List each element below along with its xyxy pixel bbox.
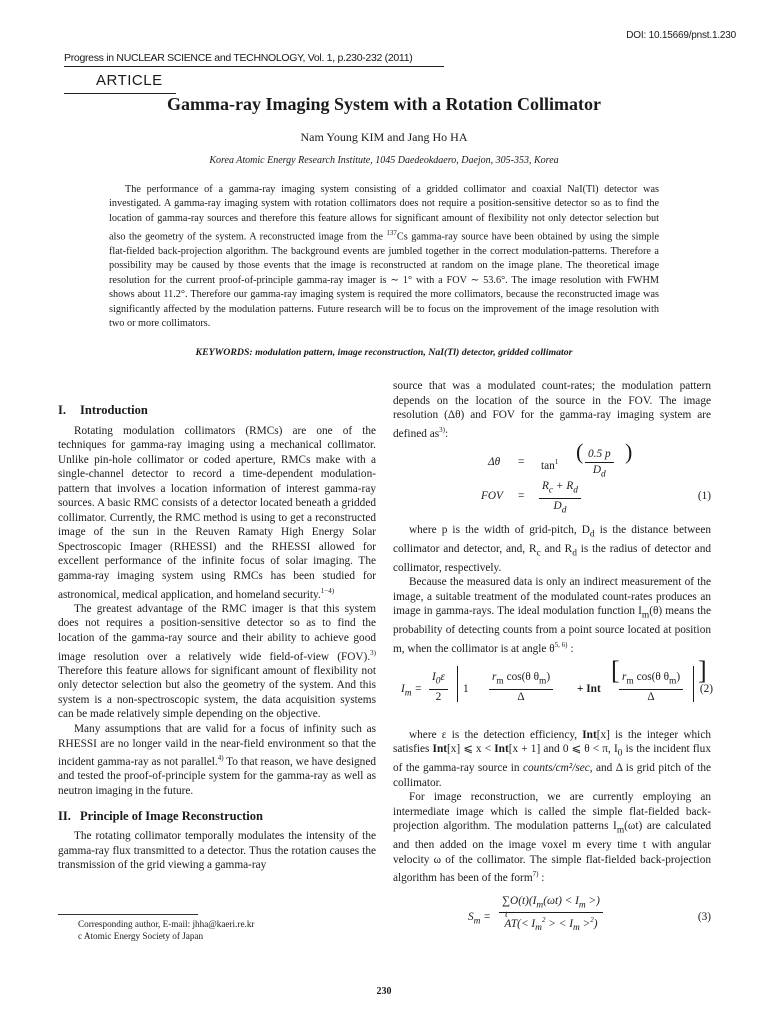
subscript: d — [589, 529, 595, 540]
section-heading-principle — [58, 809, 376, 824]
paper-title: Gamma-ray Imaging System with a Rotation Collimator — [167, 94, 601, 114]
eq2-r: r — [492, 670, 497, 683]
eq3-d-b: > < I — [545, 918, 573, 931]
eq2-r-sub: m — [496, 676, 504, 687]
eq3-d-sup: 2 — [541, 916, 546, 925]
paragraph-text: where p is the width of grid-pitch, D — [409, 523, 590, 536]
eq1-paren: ( — [576, 438, 584, 464]
eq2-bar-left — [457, 666, 458, 702]
eq1-fraction-2 — [539, 479, 581, 518]
eq2-i-sub: 0 — [435, 676, 441, 687]
eq3-denominator — [499, 913, 603, 936]
eq2-theta-sub: m — [539, 676, 547, 687]
section-title: Principle of Image Reconstruction — [80, 808, 263, 823]
eq2-one: 1 — [463, 682, 469, 695]
paragraph-text: source that was a modulated count-rates; the modulation pattern depends on the location of the source in the FOV. The image resolution (Δθ) and FOV for the gamma-ray imaging system are defined as — [393, 380, 711, 440]
eq1-numerator-2 — [539, 479, 581, 499]
eq1-equals-2: = — [518, 489, 525, 502]
eq3-n-sub: m — [536, 899, 544, 910]
section-number: I. — [58, 403, 66, 417]
paper-affiliation: Korea Atomic Energy Research Institute, 1045 Daedeokdaero, Daejon, 305-353, Korea — [209, 155, 559, 166]
section-number: II. — [58, 808, 71, 823]
paragraph-text: is the incident flux of the gamma-ray source in — [393, 743, 711, 775]
paragraph-text: Therefore this feature allows for significant amount of flexibility not only detector selection but also the geometry of the system. And this system is a non-spectroscopic system, the data acquisition systems can be made relatively simple depending on the objective. — [58, 664, 376, 721]
footnote-author: Corresponding author, E-mail: jhha@kaeri.re.kr — [78, 919, 255, 929]
journal-citation: Progress in NUCLEAR SCIENCE and TECHNOLOGY, Vol. 1, p.230-232 (2011) — [64, 52, 413, 64]
equation-1 — [393, 438, 711, 517]
keywords: KEYWORDS: modulation pattern, image reconstruction, NaI(Tl) detector, gridded collimator — [195, 347, 573, 358]
eq2-eps: ε — [440, 670, 445, 683]
eq2-prefactor-num — [429, 670, 448, 690]
eq2-fraction-1 — [489, 670, 553, 704]
eq1-den-sub: d — [601, 468, 606, 479]
eq2-lhs: $I_m$ = — [401, 682, 423, 699]
eq2-lhs-sub: m — [404, 688, 412, 699]
eq2-r2-sub: m — [626, 676, 634, 687]
paragraph-text: Because the measured data is only an indirect measurement of the image, a suitable treatment of the modulated count-rates produces an image in gamma-rays. The ideal modulation function I — [393, 576, 711, 618]
eq1-n2-b: + R — [553, 479, 574, 492]
paragraph — [58, 722, 376, 799]
eq2-prefactor-den: 2 — [435, 690, 442, 703]
citation: 3) — [439, 425, 445, 434]
abstract — [109, 183, 659, 331]
eq1-den-var: D — [592, 463, 602, 476]
paragraph — [58, 424, 376, 602]
eq3-s: S — [468, 910, 474, 923]
eq3-numerator — [499, 894, 603, 920]
abstract-part1: The performance of a gamma-ray imaging system consisting of a gridded collimator and coaxial NaI(Tl) detector was investigated. A gamma-ray imaging system with rotation collimators does not require a position-sensitive detector so as to find the location of gamma-ray sources and therefore this feature allows for significant amount of flexibility not only detector selection but also the geometry of the system. A reconstructed image from the — [109, 184, 659, 243]
paragraph — [393, 728, 711, 790]
eq3-d-d: ) — [593, 918, 598, 931]
eq2-int: + Int — [577, 682, 601, 695]
equation-number-1: (1) — [697, 489, 711, 502]
eq3-n-a: ∑O(t)(I — [502, 894, 537, 907]
paragraph-text: Rotating modulation collimators (RMCs) are one of the techniques for gamma-ray imaging using a mechanical collimator. Unlike pin-hole collimator or coded aperture, RMCs make with a single-channel detector to record a time-dependent modulation-pattern that involves a location information of interest gamma-ray sources. A basic RMC consists of a detector located beneath a gridded collimator. Currently, the RMC method is using to get a reconstructed image of the sun in the Reuven Ramaty High Energy Solar Spectroscopic Imager (RHESSI) and the RHESSI allowed for excellent performance of the infinite focus of solar imaging. The gamma-ray imaging system using RMCs has been studied for astronomical, medical application, and homeland security. — [58, 424, 376, 601]
eq2-close: ) — [546, 670, 551, 683]
eq2-f1-den: Δ — [517, 690, 525, 703]
paragraph-text: The greatest advantage of the RMC imager is that this system does not requires a position-sensitive detector so as to find the location of the gamma-ray source and their ability to achieve good image resolution over a relatively wide field-of-view (FOV). — [58, 602, 376, 663]
paragraph-text: where ε is the detection efficiency, — [409, 728, 583, 741]
paragraph-text: Many assumptions that are valid for a focus of infinity such as RHESSI are no longer vaild in the near-field environment so that the incident gamma-ray as not parallel. — [58, 723, 376, 768]
footnote-copyright: c Atomic Energy Society of Japan — [78, 931, 204, 941]
subscript: 0 — [617, 748, 623, 759]
eq1-n2-sub2: d — [573, 485, 578, 496]
paragraph-text: and R — [540, 542, 573, 555]
eq2-r2: r — [622, 670, 627, 683]
eq2-bracket-open: [ — [611, 655, 620, 685]
paragraph-text: (ωt) are calculated and then added on the image voxel m every time t with angular velocity ω of the collimator. The simple flat-fielded back-projection algorithm has been of the form — [393, 820, 711, 885]
eq3-n-sub2: m — [578, 899, 586, 910]
equation-number-2: (2) — [699, 682, 713, 695]
eq1-fraction — [585, 447, 614, 481]
paragraph-text: is the radius of detector and collimator, respectively. — [393, 542, 711, 574]
int-op: Int — [582, 728, 597, 741]
eq2-bar-right — [693, 666, 694, 702]
paragraph-text: [x] is the integer which satisfies — [393, 728, 711, 756]
eq1-n2-a: R — [542, 479, 549, 492]
eq3-sum-sub: t — [505, 909, 508, 920]
subscript: c — [536, 548, 541, 558]
eq3-s-sub: m — [473, 915, 481, 926]
footnote — [78, 918, 378, 942]
eq2-fraction-2 — [619, 670, 683, 704]
subscript: m — [641, 610, 650, 621]
citation: 7) — [532, 870, 539, 879]
int-op: Int — [432, 743, 447, 756]
paragraph: source that was a modulated count-rates; the modulation pattern depends on the location of the source in the FOV. The image resolution (Δθ) and FOV for the gamma-ray imaging system are defined $as^{3)}$: — [393, 380, 711, 440]
eq2-prefactor — [429, 670, 448, 704]
eq2-close2: ) — [676, 670, 681, 683]
eq2-cos: cos(θ θ — [506, 670, 540, 683]
eq3-d-sub: m — [535, 923, 542, 934]
abstract-part2: Cs gamma-ray source have been obtained by using the simple flat-fielded back-projection algorithm. The background events are jumbled together in the correct modulation-patterns. Therefore a possibility may be caused by those events that the image is reconstructed at random on the image plane. The theoretical image resolution for the current proof-of-principle gamma-ray imager is ∼ 1° with a FOV ∼ 53.6°. The image resolution with FWHM shows about 11.2°. Therefore our gamma-ray imaging system is required the more collimators, because the reconstructed image was significantly affected by the modulation patterns. Future research will be to focus on the improvement of the image resolution with two or more collimators. — [109, 231, 660, 330]
paragraph-text: To that reason, we have designed and tested the proof-of-principle system for the gamma-ray as well as neutron imaging in the future. — [58, 755, 376, 797]
paper-authors: Nam Young KIM and Jang Ho HA — [300, 130, 468, 144]
eq1-denominator-2 — [539, 499, 581, 518]
doi-label: DOI: 10.15669/pnst.1.230 — [626, 30, 736, 41]
page-number: 230 — [376, 986, 392, 997]
equation-number-3: (3) — [697, 910, 711, 923]
eq2-f1-num — [489, 670, 553, 690]
eq1-n2-sub: c — [548, 485, 554, 496]
eq2-f2-num — [619, 670, 683, 690]
eq1-d2-sub: d — [561, 505, 567, 515]
citation: 3) — [370, 648, 376, 657]
eq1-equals: = — [518, 455, 525, 468]
paragraph — [58, 602, 376, 722]
article-type-label: ARTICLE — [96, 72, 163, 89]
citation: 5, 6) — [554, 640, 568, 649]
paragraph — [393, 523, 711, 575]
paragraph-text: , and Δ is grid pitch of the collimator. — [393, 762, 712, 789]
eq3-d-a: AT(< I — [504, 918, 536, 931]
eq2-lhs-var: I — [401, 682, 405, 695]
left-column — [58, 399, 376, 873]
footnote-rule — [58, 914, 198, 915]
citation: 4) — [217, 754, 224, 763]
eq3-n-b: (ωt) < I — [543, 894, 579, 907]
paragraph-text: [x + 1] and 0 ⩽ θ < π, I — [508, 743, 618, 756]
eq3-n-c: >) — [585, 894, 600, 907]
eq1-d2: D — [553, 499, 562, 512]
paragraph — [393, 575, 711, 656]
units: counts/cm²/sec — [523, 762, 590, 775]
eq1-paren-close: ) — [625, 438, 633, 464]
paragraph-text: : — [538, 872, 545, 885]
equation-3 — [393, 894, 711, 940]
section-title: Introduction — [80, 403, 148, 417]
eq3-d-sup2: 2 — [590, 916, 594, 925]
paragraph: The rotating collimator temporally modulates the intensity of the gamma-ray flux transmitted to a detector. Thus the rotation causes the transmission of the grid viewing a gamma-ray — [58, 830, 376, 872]
eq2-cos2: cos(θ θ — [636, 670, 670, 683]
eq1-denominator — [585, 463, 614, 482]
eq1-tan — [541, 455, 558, 473]
isotope-mass: 137 — [386, 229, 397, 238]
paragraph-text: (θ) means the probability of detecting counts from a point source located at position m, when the collimator is at angle θ — [393, 605, 712, 655]
paragraph — [393, 790, 711, 885]
paragraph-text: is the distance between collimator and detector, and, R — [393, 523, 711, 555]
eq1-numerator: 0.5 p — [585, 447, 614, 463]
equation-2 — [393, 655, 713, 722]
eq2-i: I — [432, 670, 436, 683]
eq1-tan-label: tan — [541, 459, 555, 472]
eq3-d-c: > — [579, 918, 591, 931]
eq2-theta2-sub: m — [669, 676, 677, 687]
eq1-inverse: 1 — [554, 457, 559, 466]
right-column — [393, 379, 711, 946]
int-op: Int — [494, 743, 509, 756]
header-rule — [64, 66, 444, 67]
eq3-d-sub2: m — [572, 923, 580, 934]
eq1-lhs-resolution: Δθ — [488, 455, 501, 468]
paragraph-text: [x] ⩽ x < — [447, 743, 495, 756]
eq3-fraction — [499, 894, 603, 936]
eq2-bracket-close: ] — [698, 655, 707, 685]
subscript: m — [616, 825, 625, 836]
eq1-lhs-fov: FOV — [481, 489, 503, 502]
citation: 1−4) — [320, 586, 335, 595]
paragraph-text: For image reconstruction, we are currently employing an intermediate image which is called the simple flat-fielded back-projection algorithm. The modulation patterns I — [393, 791, 711, 833]
eq2-f2-den: Δ — [647, 690, 655, 703]
eq3-lhs: $S_m$ = — [468, 910, 491, 926]
section-heading-introduction — [58, 403, 376, 418]
paragraph-text: : — [567, 642, 574, 655]
subscript: d — [572, 548, 577, 558]
